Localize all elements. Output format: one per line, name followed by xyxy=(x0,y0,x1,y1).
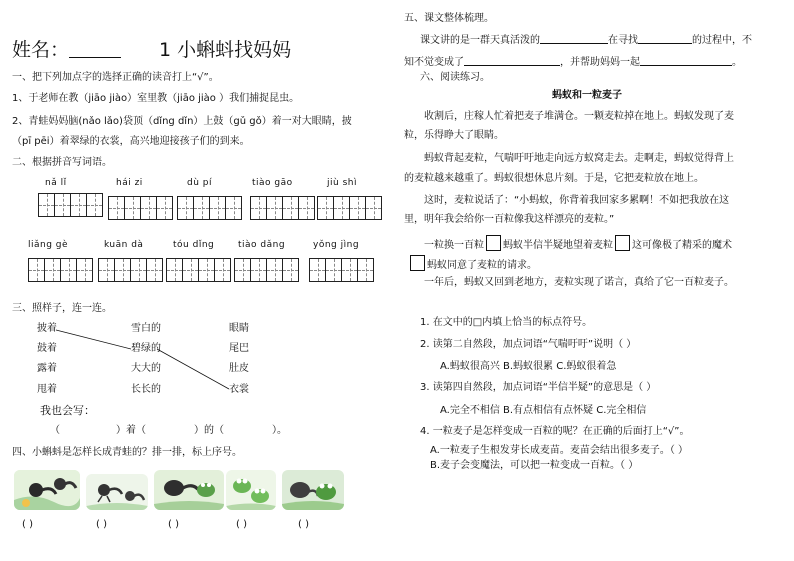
punctuation-box-2[interactable] xyxy=(615,235,630,251)
example-connection-lines xyxy=(0,0,300,400)
summary-blank-2[interactable] xyxy=(638,43,692,44)
punctuation-box-1[interactable] xyxy=(486,235,501,251)
match-col1-item[interactable]: 披着 xyxy=(37,323,57,334)
pinyin-9: tiào dǎng xyxy=(238,240,286,250)
tadpole-froglet-image xyxy=(154,470,224,510)
match-col2-item[interactable]: 长长的 xyxy=(131,384,161,395)
match-col3-item[interactable]: 尾巴 xyxy=(229,343,249,354)
froglets-image xyxy=(226,470,276,510)
story-p5: 一年后，蚂蚁又回到老地方，麦粒实现了诺言，真给了它一百粒麦子。 xyxy=(424,277,734,288)
question-4-option-b[interactable]: B.麦子会变魔法，可以把一粒变成一百粒。（ ） xyxy=(430,460,639,471)
frogs-image xyxy=(282,470,344,510)
question-2: 2. 读第二自然段，加点词语“气喘吁吁”说明（ ） xyxy=(420,339,637,350)
sentence-pattern xyxy=(50,424,287,438)
pattern-part: ）着（ xyxy=(116,425,146,436)
pinyin-5: jiù shì xyxy=(327,178,357,188)
story-p4b xyxy=(408,255,537,273)
story-p4a xyxy=(424,235,732,253)
section6-heading: 六、阅读练习。 xyxy=(420,72,490,83)
story-p1a: 收割后，庄稼人忙着把麦子堆满仓。一颗麦粒掉在地上。蚂蚁发现了麦 xyxy=(424,111,734,122)
order-blank-2[interactable]: ( ) xyxy=(96,519,107,530)
story-text: 这可像极了精采的魔术 xyxy=(632,240,732,251)
section3-heading: 三、照样子，连一连。 xyxy=(12,303,112,314)
lesson-title: 1 小蝌蚪找妈妈 xyxy=(159,39,292,61)
order-blank-5[interactable]: ( ) xyxy=(298,519,309,530)
section1-line1: 1、于老师在教（jiāo jiào）室里教（jiāo jiào ）我们捕捉昆虫。 xyxy=(12,93,300,104)
story-p1b: 粒，乐得睁大了眼睛。 xyxy=(404,130,504,141)
story-p2b: 的麦粒越来越重了。蚂蚁很想休息片刻。于是，它把麦粒放在地上。 xyxy=(404,173,704,184)
pinyin-1: nǎ lǐ xyxy=(45,178,67,188)
pinyin-8: tóu dǐng xyxy=(173,240,215,250)
match-col1-item[interactable]: 甩着 xyxy=(37,384,57,395)
story-text: 蚂蚁半信半疑地望着麦粒 xyxy=(503,240,613,251)
section4-heading: 四、小蝌蚪是怎样长成青蛙的？排一排，标上序号。 xyxy=(12,447,242,458)
example-line-2 xyxy=(157,349,229,389)
pinyin-7: kuān dà xyxy=(104,240,144,250)
story-title: 蚂蚁和一粒麦子 xyxy=(552,90,622,101)
tadpoles-with-legs-image xyxy=(86,474,148,510)
summary-blank-1[interactable] xyxy=(540,43,608,44)
summary-blank-3[interactable] xyxy=(464,65,560,66)
pinyin-10: yǒng jìng xyxy=(313,240,360,250)
pinyin-4: tiào gāo xyxy=(252,178,293,188)
example-line-1 xyxy=(56,330,131,349)
section2-heading: 二、根据拼音写词语。 xyxy=(12,157,112,168)
question-1: 1. 在文中的□内填上恰当的标点符号。 xyxy=(420,317,593,328)
match-col3-item[interactable]: 眼睛 xyxy=(229,323,249,334)
section1-line2b: （pī pēi）着翠绿的衣裳，高兴地迎接孩子们的到来。 xyxy=(12,136,250,147)
pinyin-6: liǎng gè xyxy=(28,240,69,250)
question-4-option-a[interactable]: A.一粒麦子生根发芽长成麦苗。麦苗会结出很多麦子。（ ） xyxy=(430,445,689,456)
summary-blank-4[interactable] xyxy=(640,65,732,66)
match-col1-item[interactable]: 露着 xyxy=(37,363,57,374)
order-blank-3[interactable]: ( ) xyxy=(168,519,179,530)
tadpoles-image xyxy=(14,470,80,510)
punctuation-box-3[interactable] xyxy=(410,255,425,271)
word-grid-5[interactable] xyxy=(317,196,382,220)
summary-text: 。 xyxy=(732,57,742,68)
summary-text: 知不觉变成了 xyxy=(404,57,464,68)
question-2-options[interactable]: A.蚂蚁很高兴 B.蚂蚁很累 C.蚂蚁很着急 xyxy=(440,361,617,372)
order-blank-4[interactable]: ( ) xyxy=(236,519,247,530)
story-text: 一粒换一百粒 xyxy=(424,240,484,251)
summary-text: 课文讲的是一群天真活泼的 xyxy=(420,35,540,46)
question-3-options[interactable]: A.完全不相信 B.有点相信有点怀疑 C.完全相信 xyxy=(440,405,647,416)
match-col2-item[interactable]: 大大的 xyxy=(131,363,161,374)
also-write-label: 我也会写： xyxy=(40,404,95,417)
summary-text: 在寻找 xyxy=(608,35,638,46)
pinyin-2: hái zi xyxy=(116,178,143,188)
summary-text: 的过程中，不 xyxy=(692,35,752,46)
section5-heading: 五、课文整体梳理。 xyxy=(404,13,494,24)
section1-heading: 一、把下列加点字的选择正确的读音打上“√”。 xyxy=(12,72,219,83)
pattern-part: ）的（ xyxy=(194,425,224,436)
order-blank-1[interactable]: ( ) xyxy=(22,519,33,530)
summary-text: ，并帮助妈妈一起 xyxy=(560,57,640,68)
word-grid-10[interactable] xyxy=(309,258,374,282)
summary-line2 xyxy=(404,56,742,70)
story-p3b: 里，明年我会给你一百粒像我这样漂亮的麦粒。” xyxy=(404,214,615,225)
question-3: 3. 读第四自然段，加点词语“半信半疑”的意思是（ ） xyxy=(420,382,657,393)
story-p2a: 蚂蚁背起麦粒，气喘吁吁地走向远方蚁窝走去。走啊走，蚂蚁觉得背上 xyxy=(424,153,734,164)
story-p3a: 这时，麦粒说话了：“小蚂蚁，你背着我回家多累啊！不如把我放在这 xyxy=(424,195,730,206)
pattern-part: （ xyxy=(50,425,60,436)
name-label: 姓名： xyxy=(12,39,70,61)
match-col3-item[interactable]: 肚皮 xyxy=(229,363,249,374)
match-col2-item[interactable]: 碧绿的 xyxy=(131,343,161,354)
question-4: 4. 一粒麦子是怎样变成一百粒的呢？在正确的后面打上“√”。 xyxy=(420,426,690,437)
match-col2-item[interactable]: 雪白的 xyxy=(131,323,161,334)
summary-line1 xyxy=(420,34,752,48)
match-col3-item[interactable]: 衣裳 xyxy=(229,384,249,395)
pinyin-3: dù pí xyxy=(187,178,212,188)
pattern-part: ）。 xyxy=(272,425,287,436)
section1-line2a: 2、青蛙妈妈脑(nǎo lǎo)袋顶（dǐng dǐn）上鼓（gǔ gǒ）着一对大眼睛，披 xyxy=(12,116,352,127)
story-text: 蚂蚁同意了麦粒的请求。 xyxy=(427,260,537,271)
match-col1-item[interactable]: 鼓着 xyxy=(37,343,57,354)
